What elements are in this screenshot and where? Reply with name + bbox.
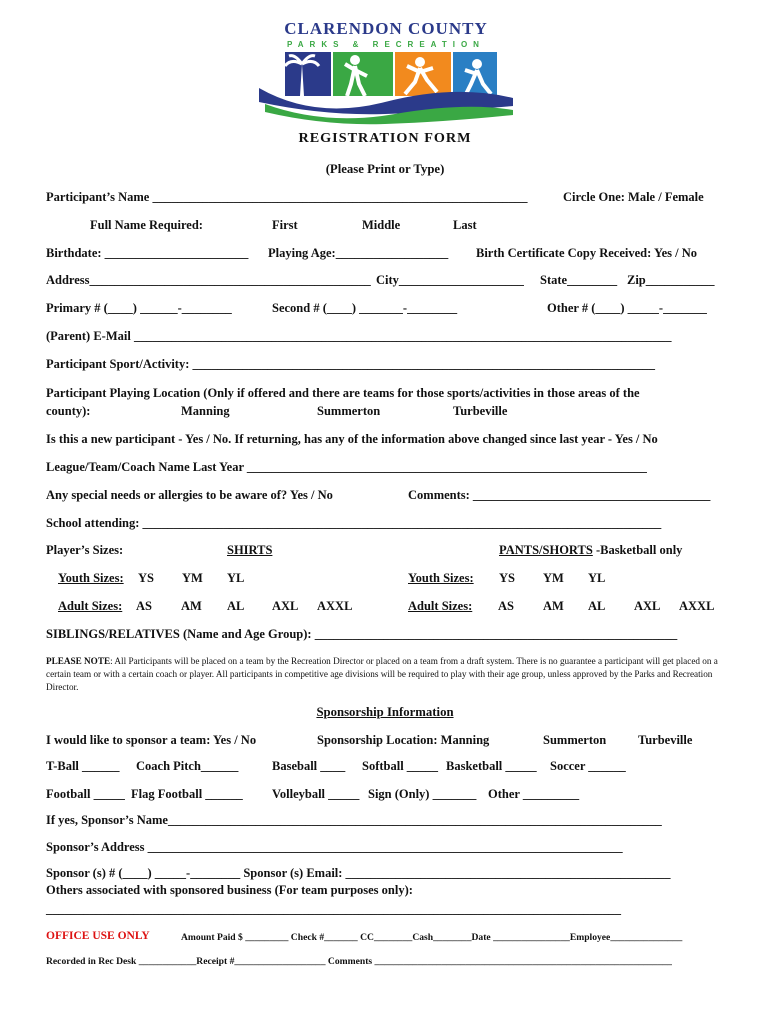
pants-heading xyxy=(499,543,682,558)
sponsor-phone-email-field[interactable]: Sponsor (s) # (____) _____-________ Sponsor (s) Email: ____________________________________________________ xyxy=(46,866,671,880)
pant-youth-label: Youth Sizes: xyxy=(408,571,474,585)
pant-size-am[interactable]: AM xyxy=(543,599,564,613)
player-sizes-label: Player’s Sizes: xyxy=(46,543,124,557)
full-name-label: Full Name Required: xyxy=(90,218,203,232)
softball-field[interactable]: Softball _____ xyxy=(362,759,439,773)
middle-label: Middle xyxy=(362,218,401,232)
playing-age-field[interactable]: Playing Age:__________________ xyxy=(268,246,449,260)
pant-size-yl[interactable]: YL xyxy=(588,571,606,585)
basketball-field[interactable]: Basketball _____ xyxy=(446,759,537,773)
pants-label: PANTS/SHORTS xyxy=(499,543,593,557)
shirt-size-axxl[interactable]: AXXL xyxy=(317,599,353,613)
last-label: Last xyxy=(453,218,477,232)
sponsor-location-turbeville[interactable]: Turbeville xyxy=(638,733,693,747)
sponsor-location[interactable]: Sponsorship Location: Manning xyxy=(317,733,490,747)
location-summerton[interactable]: Summerton xyxy=(317,404,381,418)
pant-size-ys[interactable]: YS xyxy=(499,571,515,585)
address-field[interactable]: Address_____________________________________________ xyxy=(46,273,371,287)
pant-size-ym[interactable]: YM xyxy=(543,571,564,585)
birth-cert-field[interactable]: Birth Certificate Copy Received: Yes / No xyxy=(476,246,698,260)
office-use-label: OFFICE USE ONLY xyxy=(46,930,150,942)
county-label: county): xyxy=(46,404,91,418)
second-phone-field[interactable]: Second # (____) _______-________ xyxy=(272,301,458,315)
sign-field[interactable]: Sign (Only) _______ xyxy=(368,787,477,801)
baseball-field[interactable]: Baseball ____ xyxy=(272,759,346,773)
pants-note: -Basketball only xyxy=(592,543,683,557)
parent-email-field[interactable]: (Parent) E-Mail ______________________________________________________________________________________ xyxy=(46,329,672,343)
shirt-size-al[interactable]: AL xyxy=(227,599,245,613)
football-field[interactable]: Football _____ xyxy=(46,787,125,801)
sport-activity-field[interactable]: Participant Sport/Activity: __________________________________________________________________________ xyxy=(46,357,656,371)
state-field[interactable]: State________ xyxy=(540,273,618,287)
coach-pitch-field[interactable]: Coach Pitch______ xyxy=(136,759,239,773)
office-payment-line[interactable]: Amount Paid $ _________ Check #_______ CC________Cash________Date ________________Employee_______________ xyxy=(181,932,683,943)
note-label: PLEASE NOTE xyxy=(46,656,111,666)
soccer-field[interactable]: Soccer ______ xyxy=(550,759,626,773)
shirt-youth-label: Youth Sizes: xyxy=(58,571,124,585)
sponsor-question[interactable]: I would like to sponsor a team: Yes / No xyxy=(46,733,257,747)
sponsor-address-field[interactable]: Sponsor’s Address ____________________________________________________________________________ xyxy=(46,840,623,854)
shirt-size-as[interactable]: AS xyxy=(136,599,152,613)
pant-adult-label: Adult Sizes: xyxy=(408,599,473,613)
pant-size-as[interactable]: AS xyxy=(498,599,514,613)
school-field[interactable]: School attending: ___________________________________________________________________________________ xyxy=(46,516,662,530)
others-associated-field[interactable]: ____________________________________________________________________________________________ xyxy=(46,902,621,916)
please-note xyxy=(46,655,726,694)
birthdate-field[interactable]: Birthdate: _______________________ xyxy=(46,246,249,260)
other-phone-field[interactable]: Other # (____) _____-_______ xyxy=(547,301,707,315)
shirt-size-yl[interactable]: YL xyxy=(227,571,245,585)
location-turbeville[interactable]: Turbeville xyxy=(453,404,508,418)
sponsor-location-summerton[interactable]: Summerton xyxy=(543,733,607,747)
form-title: REGISTRATION FORM xyxy=(298,130,472,146)
shirt-adult-label: Adult Sizes: xyxy=(58,599,123,613)
tball-field[interactable]: T-Ball ______ xyxy=(46,759,120,773)
participant-name-field[interactable]: Participant’s Name ____________________________________________________________ xyxy=(46,190,528,204)
form-subtitle: (Please Print or Type) xyxy=(325,162,445,176)
gender-circle[interactable]: Circle One: Male / Female xyxy=(563,190,704,204)
special-needs-question[interactable]: Any special needs or allergies to be aware of? Yes / No xyxy=(46,488,333,502)
location-question: Participant Playing Location (Only if offered and there are teams for those sports/activities in those areas of the xyxy=(46,386,640,400)
other-sport-field[interactable]: Other _________ xyxy=(488,787,580,801)
pant-size-al[interactable]: AL xyxy=(588,599,606,613)
sponsor-name-field[interactable]: If yes, Sponsor’s Name_______________________________________________________________________________ xyxy=(46,813,662,827)
location-manning[interactable]: Manning xyxy=(181,404,230,418)
shirt-size-ys[interactable]: YS xyxy=(138,571,154,585)
logo-title: CLARENDON COUNTY xyxy=(284,19,488,38)
shirt-size-am[interactable]: AM xyxy=(181,599,202,613)
first-label: First xyxy=(272,218,298,232)
logo-graphic xyxy=(255,18,517,126)
primary-phone-field[interactable]: Primary # (____) ______-________ xyxy=(46,301,232,315)
shirts-heading: SHIRTS xyxy=(227,543,273,557)
flag-football-field[interactable]: Flag Football ______ xyxy=(131,787,243,801)
shirt-size-ym[interactable]: YM xyxy=(182,571,203,585)
logo-subtitle: PARKS & RECREATION xyxy=(287,40,485,49)
league-field[interactable]: League/Team/Coach Name Last Year ________________________________________________________________ xyxy=(46,460,647,474)
pant-size-axxl[interactable]: AXXL xyxy=(679,599,715,613)
zip-field[interactable]: Zip___________ xyxy=(627,273,715,287)
siblings-field[interactable]: SIBLINGS/RELATIVES (Name and Age Group): __________________________________________________________ xyxy=(46,627,678,641)
city-field[interactable]: City____________________ xyxy=(376,273,524,287)
shirt-size-axl[interactable]: AXL xyxy=(272,599,299,613)
comments-field[interactable]: Comments: ______________________________________ xyxy=(408,488,711,502)
clarendon-logo xyxy=(255,18,517,126)
note-text: : All Participants will be placed on a team by the Recreation Director or placed on a team from a draft system. There is no guarantee a participant will get placed on a certain team or with a certain coach or player. All participants in competitive age divisions will be required to play with their age group, unless approved by the Parks and Recreation Director. xyxy=(46,656,718,692)
volleyball-field[interactable]: Volleyball _____ xyxy=(272,787,360,801)
others-associated-label: Others associated with sponsored business (For team purposes only): xyxy=(46,883,413,897)
new-participant-question[interactable]: Is this a new participant - Yes / No. If returning, has any of the information above changed since last year - Yes / No xyxy=(46,432,658,446)
office-recorded-line[interactable]: Recorded in Rec Desk ____________Receipt #___________________ Comments ______________________________________________________________ xyxy=(46,956,672,967)
sponsorship-heading: Sponsorship Information xyxy=(316,705,454,719)
pant-size-axl[interactable]: AXL xyxy=(634,599,661,613)
